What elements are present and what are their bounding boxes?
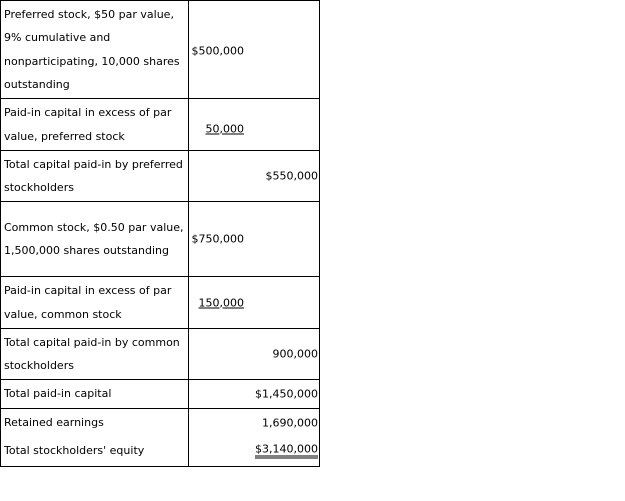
table-row [1,277,320,329]
row-label: Total paid-in capital [1,380,189,409]
row-label: Preferred stock, $50 par value, 9% cumulative and nonparticipating, 10,000 shares outstanding [1,1,189,99]
row-label: Paid-in capital in excess of par value, common stock [1,277,189,329]
amount-cell [189,99,320,151]
table-row [1,380,320,409]
amount-cell [189,202,320,277]
row-label: Total capital paid-in by common stockholders [1,329,189,380]
row-label: Total stockholders' equity [4,444,145,457]
amount-cell [189,329,320,380]
amount-cell [189,409,320,467]
amount-col2: 1,690,000 [262,416,318,430]
amount-cell [189,277,320,329]
row-label: Paid-in capital in excess of par value, preferred stock [1,99,189,151]
table-row [1,151,320,202]
amount-col1: $500,000 [191,44,244,58]
row-label: Total capital paid-in by preferred stockholders [1,151,189,202]
amount-cell [189,380,320,409]
amount-col2: $550,000 [265,169,318,183]
amount-col2: 900,000 [272,347,318,361]
row-label: Common stock, $0.50 par value, 1,500,000 shares outstanding [1,202,189,277]
row-label-group [1,409,189,467]
table-row [1,1,320,99]
amount-col2-total: $3,140,000 [255,444,318,459]
amount-col1: 150,000 [198,296,244,309]
table-row [1,202,320,277]
stockholders-equity-table [0,0,320,467]
table-row [1,409,320,467]
table-row [1,99,320,151]
amount-col2: $1,450,000 [255,387,318,401]
row-label: Retained earnings [4,416,104,429]
amount-col1: $750,000 [191,232,244,246]
amount-cell [189,1,320,99]
amount-cell [189,151,320,202]
amount-col1: 50,000 [205,122,244,136]
table-row [1,329,320,380]
